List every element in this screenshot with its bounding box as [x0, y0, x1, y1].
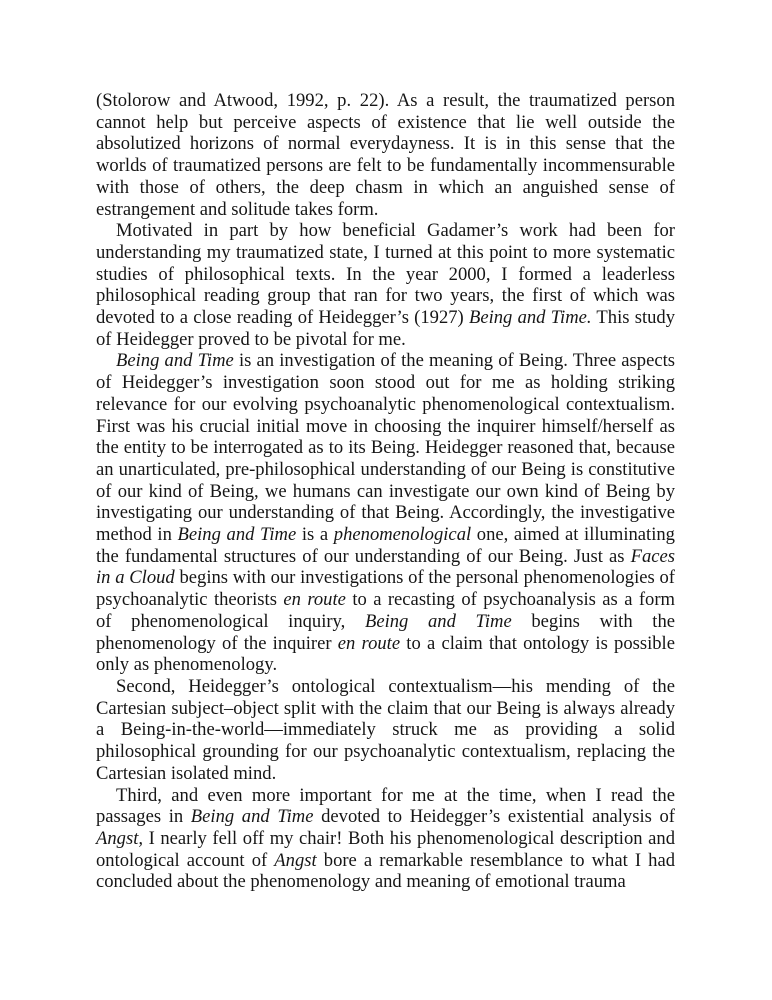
- text-run: to a recasting of psychoanalysis as a form of phenomenological inquiry,: [96, 589, 675, 632]
- document-page: [96, 90, 675, 893]
- italic-text-run: Being and Time: [190, 806, 314, 828]
- text-run: is a: [296, 524, 334, 546]
- text-run: one, aimed at illuminating the fundamental structures of our understanding of our Being. Just as: [96, 524, 675, 567]
- text-run: This study of Heidegger proved to be pivotal for me.: [96, 307, 676, 350]
- text-run: to a claim that ontology is possible only as phenomenology.: [96, 632, 675, 676]
- text-run: devoted to Heidegger’s existential analysis of: [313, 806, 675, 828]
- italic-text-run: Being and Time: [364, 610, 512, 632]
- paragraph-3: [96, 350, 675, 676]
- text-run: Third, and even more important for me at the time, when I read the passages in: [96, 784, 675, 828]
- paragraph-2: [96, 220, 675, 350]
- italic-text-run: Faces in a Cloud: [96, 545, 675, 589]
- paragraph-1: [96, 90, 675, 220]
- italic-text-run: Being and Time: [116, 350, 234, 372]
- paragraph-5: [96, 785, 675, 894]
- italic-text-run: Being and Time: [177, 524, 297, 546]
- italic-text-run: en route: [283, 589, 346, 611]
- italic-text-run: Angst,: [96, 827, 144, 849]
- text-run: (Stolorow and Atwood, 1992, p. 22). As a result, the traumatized person cannot help but perceive aspects of existence that lie well outside the absolutized horizons of normal everydayness. It is in this sense that the worlds of traumatized persons are felt to be fundamentally incommensurable with those of others, the deep chasm in which an anguished sense of estrangement and solitude takes form.: [96, 90, 675, 220]
- text-run: bore a remarkable resemblance to what I had concluded about the phenomenology and meaning of emotional trauma: [96, 849, 676, 893]
- paragraph-4: [96, 676, 675, 785]
- text-run: Motivated in part by how beneficial Gadamer’s work had been for understanding my traumatized state, I turned at this point to more systematic studies of philosophical texts. In the year 2000, I formed a leaderless philosophical reading group that ran for two years, the first of which was devoted to a close reading of Heidegger’s (1927): [96, 220, 675, 329]
- text-run: is an investigation of the meaning of Being. Three aspects of Heidegger’s investigation soon stood out for me as holding striking relevance for our evolving psychoanalytic phenomenological contextualism. First was his crucial initial move in choosing the inquirer himself/herself as the entity to be interrogated as to its Being. Heidegger reasoned that, because an unarticulated, pre-philosophical understanding of our Being is constitutive of our kind of Being, we humans can investigate our own kind of Being by investigating our understanding of that Being. Accordingly, the investigative method in: [96, 350, 675, 546]
- italic-text-run: Being and Time.: [468, 307, 592, 329]
- text-run: begins with our investigations of the personal phenomenologies of psychoanalytic theorists: [96, 567, 675, 611]
- text-run: Second, Heidegger’s ontological contextualism—his mending of the Cartesian subject–object split with the claim that our Being is always already a Being-in-the-world—immediately struck me as providing a solid philosophical grounding for our psychoanalytic contextualism, replacing the Cartesian isolated mind.: [96, 675, 675, 784]
- text-run: I nearly fell off my chair! Both his phenomenological description and ontological account of: [96, 827, 675, 871]
- italic-text-run: Angst: [274, 849, 317, 871]
- italic-text-run: en route: [337, 632, 401, 654]
- italic-text-run: phenomenological: [333, 524, 472, 546]
- text-run: begins with the phenomenology of the inquirer: [96, 610, 676, 654]
